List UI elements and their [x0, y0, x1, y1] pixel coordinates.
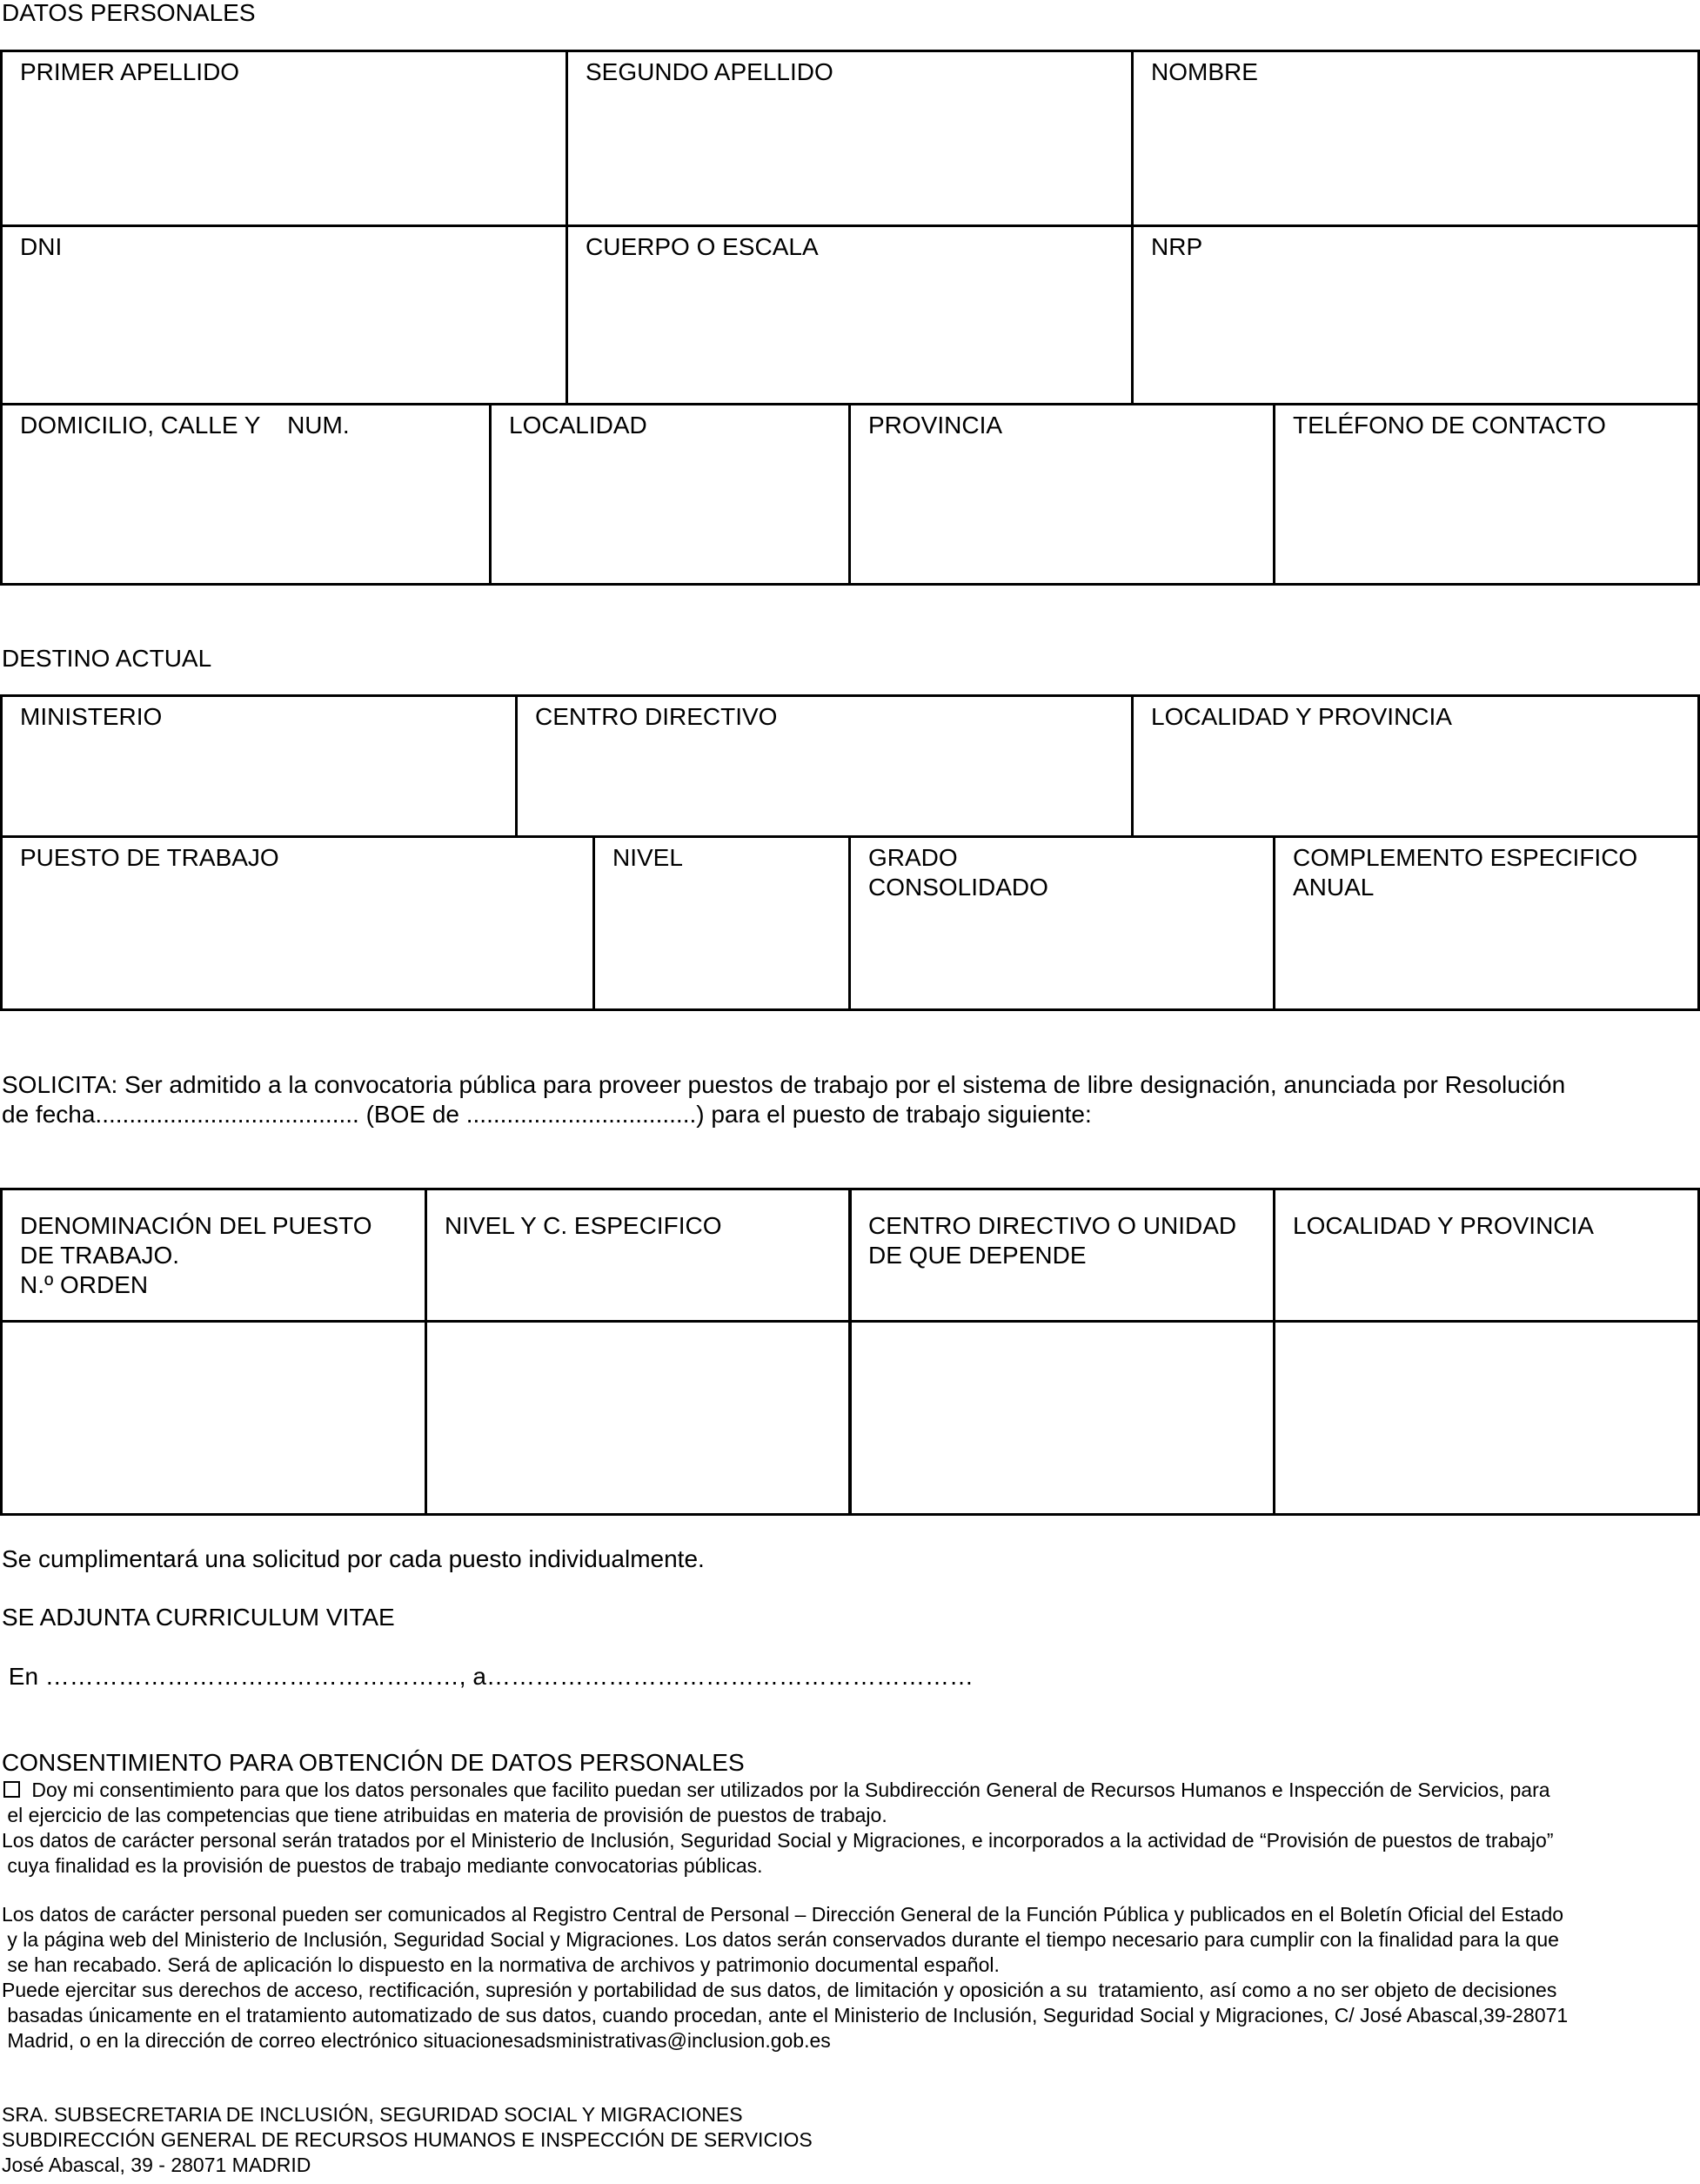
field-label: DNI	[20, 233, 63, 260]
consent-line-1[interactable]	[3, 1778, 1550, 1803]
personal-heading: DATOS PERSONALES	[2, 0, 256, 26]
field-label: TELÉFONO DE CONTACTO	[1293, 412, 1606, 439]
header-label: LOCALIDAD Y PROVINCIA	[1293, 1212, 1594, 1239]
field-nrp[interactable]	[1131, 224, 1700, 405]
footer-line-3: José Abascal, 39 - 28071 MADRID	[2, 2154, 311, 2176]
field-label: PRIMER APELLIDO	[20, 58, 240, 85]
field-ministerio[interactable]	[0, 694, 518, 838]
consent-heading: CONSENTIMIENTO PARA OBTENCIÓN DE DATOS PERSONALES	[2, 1749, 745, 1776]
consent-line-3: Los datos de carácter personal serán tratados por el Ministerio de Inclusión, Seguridad Social y Migraciones, e incorporados a la actividad de “Provisión de puestos de trabajo”	[2, 1829, 1554, 1852]
field-localidad-provincia[interactable]	[1131, 694, 1700, 838]
input-centro[interactable]	[848, 1320, 1275, 1516]
field-label: DOMICILIO, CALLE Y NUM.	[20, 412, 350, 439]
field-telefono[interactable]	[1273, 403, 1700, 586]
field-domicilio[interactable]	[0, 403, 492, 586]
field-segundo-apellido[interactable]	[566, 50, 1134, 227]
field-provincia[interactable]	[848, 403, 1275, 586]
privacy-line-3: se han recabado. Será de aplicación lo dispuesto en la normativa de archivos y patrimonio documental español.	[2, 1953, 1000, 1976]
consent-checkbox[interactable]	[3, 1781, 20, 1798]
footer-line-1: SRA. SUBSECRETARIA DE INCLUSIÓN, SEGURIDAD SOCIAL Y MIGRACIONES	[2, 2103, 743, 2126]
input-denominacion[interactable]	[0, 1320, 427, 1516]
field-label: PUESTO DE TRABAJO	[20, 844, 279, 871]
field-label: LOCALIDAD Y PROVINCIA	[1151, 703, 1452, 730]
field-puesto-trabajo[interactable]	[0, 835, 595, 1011]
header-localidad	[1273, 1188, 1700, 1323]
header-nivel	[425, 1188, 852, 1323]
field-complemento[interactable]	[1273, 835, 1700, 1011]
place-date-line[interactable]: En ……………………………………………, a……………………………………………………	[2, 1663, 974, 1690]
destino-heading: DESTINO ACTUAL	[2, 645, 212, 672]
note-cv: SE ADJUNTA CURRICULUM VITAE	[2, 1604, 395, 1631]
privacy-line-2: y la página web del Ministerio de Inclusión, Seguridad Social y Migraciones. Los datos serán conservados durante el tiempo necesario para cumplir con la finalidad para la que	[2, 1928, 1559, 1951]
field-label: NRP	[1151, 233, 1203, 260]
field-label: LOCALIDAD	[509, 412, 647, 439]
privacy-line-5: basadas únicamente en el tratamiento automatizado de sus datos, cuando procedan, ante el Ministerio de Inclusión, Seguridad Social y Migraciones, C/ José Abascal,39-28071	[2, 2004, 1569, 2027]
input-nivel[interactable]	[425, 1320, 852, 1516]
header-denominacion	[0, 1188, 427, 1323]
field-label: MINISTERIO	[20, 703, 163, 730]
field-label: CENTRO DIRECTIVO	[535, 703, 778, 730]
field-label: CUERPO O ESCALA	[586, 233, 819, 260]
field-nivel[interactable]	[592, 835, 851, 1011]
field-centro-directivo[interactable]	[515, 694, 1134, 838]
field-localidad[interactable]	[489, 403, 851, 586]
consent-text: Doy mi consentimiento para que los datos personales que facilito puedan ser utilizados por la Subdirección General de Recursos Humanos e Inspección de Servicios, para	[26, 1779, 1550, 1801]
field-grado-consolidado[interactable]	[848, 835, 1275, 1011]
field-dni[interactable]	[0, 224, 568, 405]
field-primer-apellido[interactable]	[0, 50, 568, 227]
privacy-line-1: Los datos de carácter personal pueden ser comunicados al Registro Central de Personal – Dirección General de la Función Pública y publicados en el Boletín Oficial del Estado	[2, 1903, 1564, 1926]
field-label: NOMBRE	[1151, 58, 1258, 85]
field-label: PROVINCIA	[868, 412, 1003, 439]
field-label: GRADO CONSOLIDADO	[868, 844, 1048, 901]
header-label: CENTRO DIRECTIVO O UNIDAD DE QUE DEPENDE	[868, 1212, 1237, 1269]
solicita-line-2: de fecha....................................... (BOE de ..................................) para el puesto de trabajo siguiente:	[2, 1101, 1092, 1128]
consent-line-2: el ejercicio de las competencias que tiene atribuidas en materia de provisión de puestos de trabajo.	[2, 1804, 887, 1826]
note-individual: Se cumplimentará una solicitud por cada puesto individualmente.	[2, 1545, 705, 1572]
input-localidad[interactable]	[1273, 1320, 1700, 1516]
field-label: SEGUNDO APELLIDO	[586, 58, 833, 85]
footer-line-2: SUBDIRECCIÓN GENERAL DE RECURSOS HUMANOS E INSPECCIÓN DE SERVICIOS	[2, 2128, 813, 2151]
privacy-line-6: Madrid, o en la dirección de correo electrónico situacionesadsministrativas@inclusion.gob.es	[2, 2029, 831, 2052]
solicita-line-1: SOLICITA: Ser admitido a la convocatoria pública para proveer puestos de trabajo por el sistema de libre designación, anunciada por Resolución	[2, 1071, 1566, 1098]
consent-line-4: cuya finalidad es la provisión de puestos de trabajo mediante convocatorias públicas.	[2, 1854, 763, 1877]
header-centro	[848, 1188, 1275, 1323]
field-cuerpo-escala[interactable]	[566, 224, 1134, 405]
header-label: DENOMINACIÓN DEL PUESTO DE TRABAJO. N.º ORDEN	[20, 1212, 372, 1298]
field-label: NIVEL	[612, 844, 683, 871]
privacy-line-4: Puede ejercitar sus derechos de acceso, rectificación, supresión y portabilidad de sus datos, de limitación y oposición a su tratamiento, así como a no ser objeto de decisiones	[2, 1979, 1557, 2001]
field-nombre[interactable]	[1131, 50, 1700, 227]
field-label: COMPLEMENTO ESPECIFICO ANUAL	[1293, 844, 1638, 901]
header-label: NIVEL Y C. ESPECIFICO	[445, 1212, 722, 1239]
